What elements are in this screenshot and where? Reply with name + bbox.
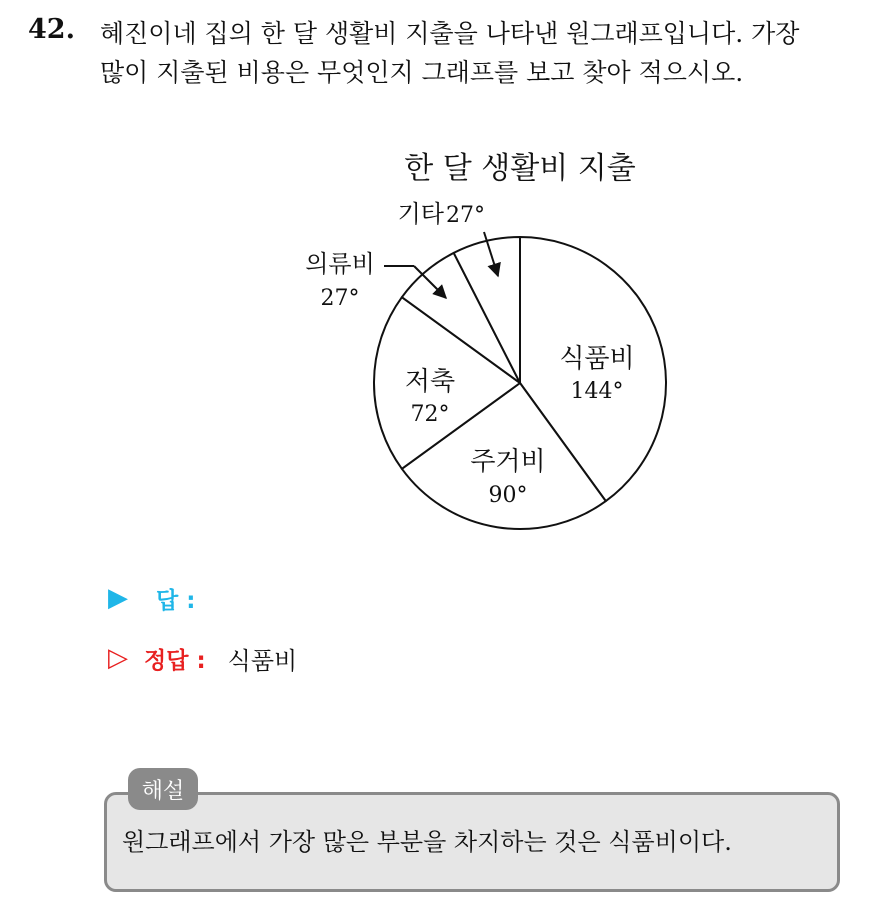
slice-value-other: 27° — [446, 203, 485, 228]
explanation-text: 원그래프에서 가장 많은 부분을 차지하는 것은 식품비이다. — [122, 828, 732, 856]
question-text-line-2: 많이 지출된 비용은 무엇인지 그래프를 보고 찾아 적으시오. — [100, 58, 744, 87]
slice-label-food: 식품비 — [559, 344, 635, 374]
question-number: 42. — [28, 14, 75, 45]
answer-label: 답 : — [156, 587, 196, 614]
slice-value-housing: 90° — [488, 483, 528, 508]
correct-answer-label: 정답 : — [144, 647, 206, 674]
answer-row — [108, 578, 195, 618]
slice-label-clothing: 의류비 — [305, 250, 375, 278]
correct-answer-value: 식품비 — [227, 646, 298, 675]
slice-value-food: 144° — [570, 379, 624, 404]
explanation-tag: 해설 — [128, 768, 198, 810]
slice-value-clothing: 27° — [320, 286, 360, 311]
question-text-line-1: 혜진이네 집의 한 달 생활비 지출을 나타낸 원그래프입니다. 가장 — [100, 19, 800, 48]
slice-label-savings: 저축 — [404, 367, 456, 397]
slice-label-housing: 주거비 — [470, 447, 546, 477]
outline-triangle-icon: ▷ — [108, 643, 128, 673]
chart-title: 한 달 생활비 지출 — [404, 151, 636, 186]
play-triangle-icon: ▶ — [108, 583, 128, 613]
correct-answer-row — [108, 638, 297, 678]
slice-label-other: 기타 — [397, 200, 444, 228]
slice-value-savings: 72° — [410, 402, 450, 427]
